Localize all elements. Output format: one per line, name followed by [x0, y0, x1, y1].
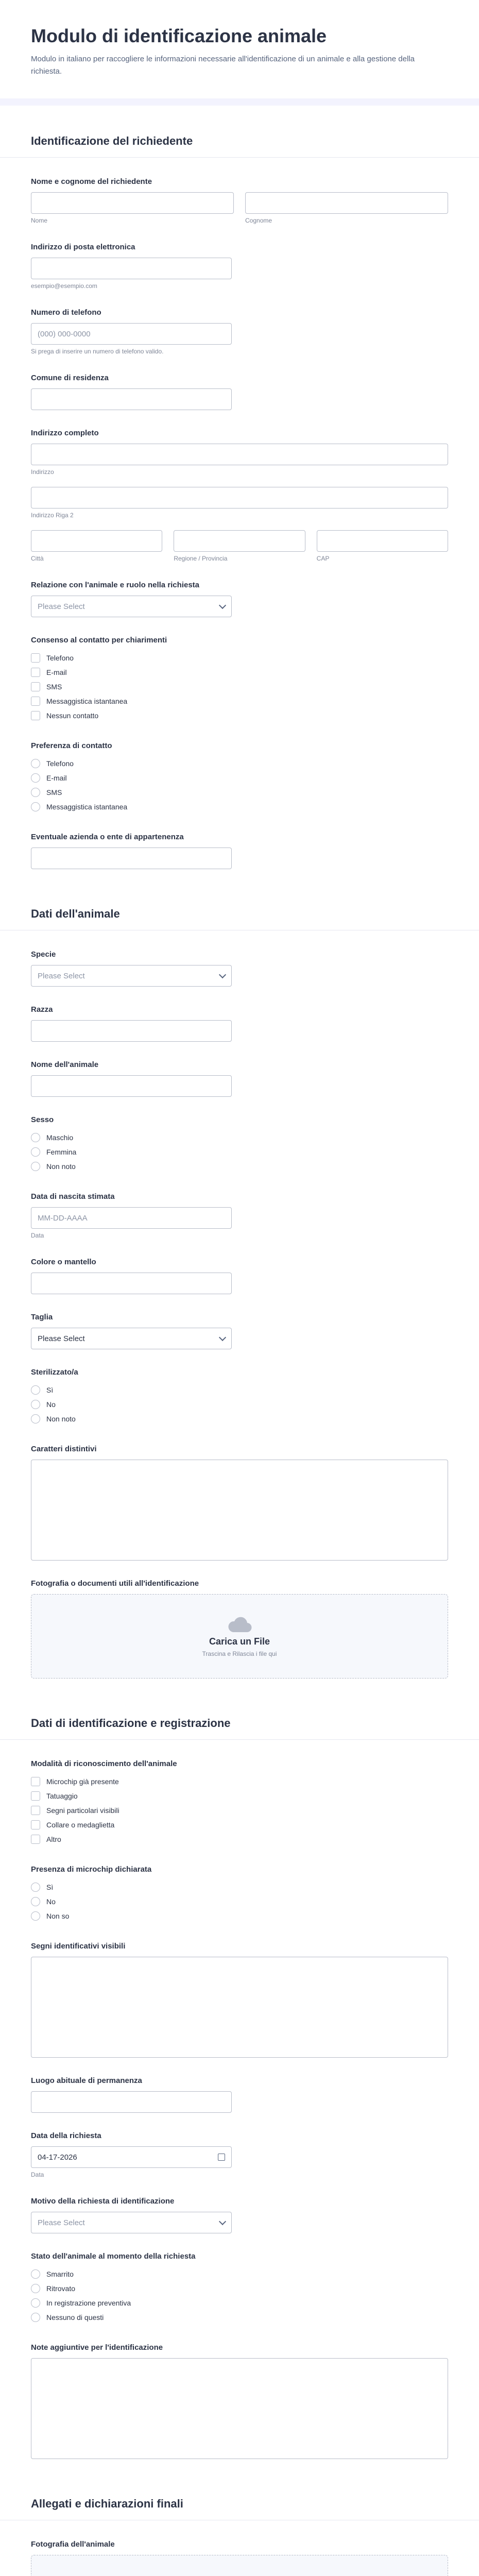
date-value: 04-17-2026	[38, 2153, 77, 2162]
chip-option[interactable]	[31, 1909, 448, 1923]
animal-name-input[interactable]	[31, 1075, 232, 1097]
notes-textarea[interactable]	[31, 2358, 448, 2459]
consent-option[interactable]	[31, 665, 448, 680]
radio-button[interactable]	[31, 773, 40, 783]
field-label: Colore o mantello	[31, 1258, 96, 1267]
field-phone	[0, 299, 479, 364]
field-label: Relazione con l'animale e ruolo nella richiesta	[31, 581, 200, 590]
upload-subtitle: Trascina e Rilascia i file qui	[202, 1650, 277, 1657]
chevron-down-icon	[219, 2218, 226, 2225]
field-photo-docs	[0, 1570, 479, 1688]
radio-button[interactable]	[31, 1414, 40, 1423]
dob-sublabel: Data	[31, 1232, 44, 1240]
field-breed	[0, 996, 479, 1051]
form-body	[0, 106, 479, 2576]
field-label: Modalità di riconoscimento dell'animale	[31, 1759, 177, 1769]
checkbox[interactable]	[31, 1806, 40, 1815]
option-label: Non so	[46, 1912, 70, 1921]
mode-option[interactable]	[31, 1789, 448, 1803]
address-line1-sublabel: Indirizzo	[31, 468, 54, 476]
field-label: Specie	[31, 950, 56, 959]
organization-input[interactable]	[31, 848, 232, 869]
chip-option[interactable]	[31, 1894, 448, 1909]
address-line1-input[interactable]	[31, 444, 448, 465]
field-name	[0, 168, 479, 233]
section-attachments	[0, 2484, 479, 2520]
checkbox[interactable]	[31, 653, 40, 663]
field-animal-name	[0, 1051, 479, 1106]
field-label: Fotografia dell'animale	[31, 2540, 115, 2549]
option-label: No	[46, 1400, 56, 1409]
field-color	[0, 1248, 479, 1303]
mode-option[interactable]	[31, 1803, 448, 1818]
field-marks	[0, 1435, 479, 1570]
calendar-icon[interactable]	[218, 2154, 225, 2161]
field-label: Sesso	[31, 1115, 54, 1125]
option-label: Nessun contatto	[46, 711, 99, 720]
option-label: Telefono	[46, 654, 74, 663]
radio-button[interactable]	[31, 1133, 40, 1142]
field-recognition-mode	[0, 1750, 479, 1856]
option-label: Femmina	[46, 1148, 77, 1157]
radio-button[interactable]	[31, 1162, 40, 1171]
field-label: Stato dell'animale al momento della richiesta	[31, 2252, 196, 2261]
option-label: Maschio	[46, 1133, 74, 1142]
status-option[interactable]	[31, 2281, 448, 2296]
chevron-down-icon	[219, 602, 226, 609]
field-label: Caratteri distintivi	[31, 1445, 97, 1454]
mode-option[interactable]	[31, 1832, 448, 1846]
option-label: E-mail	[46, 668, 67, 677]
field-email	[0, 233, 479, 299]
option-label: Smarrito	[46, 2270, 74, 2279]
place-input[interactable]	[31, 2091, 232, 2113]
field-organization	[0, 823, 479, 878]
steril-option[interactable]	[31, 1397, 448, 1412]
file-upload-dropzone[interactable]	[31, 1594, 448, 1679]
color-input[interactable]	[31, 1273, 232, 1294]
checkbox[interactable]	[31, 697, 40, 706]
file-upload-dropzone[interactable]	[31, 2555, 448, 2576]
status-option[interactable]	[31, 2267, 448, 2281]
last-name-input[interactable]	[245, 192, 448, 214]
radio-button[interactable]	[31, 1911, 40, 1921]
field-label: Data di nascita stimata	[31, 1192, 115, 1201]
select-placeholder: Please Select	[38, 602, 85, 611]
option-label: SMS	[46, 683, 62, 691]
section-applicant	[0, 121, 479, 158]
email-sublabel: esempio@esempio.com	[31, 282, 97, 290]
checkbox[interactable]	[31, 1835, 40, 1844]
first-name-input[interactable]	[31, 192, 234, 214]
field-size	[0, 1303, 479, 1359]
request-date-input[interactable]	[31, 2146, 232, 2168]
select-value: Please Select	[38, 1334, 85, 1343]
breed-input[interactable]	[31, 1020, 232, 1042]
option-label: In registrazione preventiva	[46, 2299, 131, 2308]
field-label: Nome dell'animale	[31, 1060, 99, 1070]
field-label: Eventuale azienda o ente di appartenenza	[31, 833, 184, 842]
option-label: Telefono	[46, 759, 74, 768]
field-notes	[0, 2334, 479, 2468]
pref-option[interactable]	[31, 756, 448, 771]
field-label: Luogo abituale di permanenza	[31, 2076, 142, 2086]
status-option[interactable]	[31, 2296, 448, 2310]
option-label: Sì	[46, 1883, 54, 1892]
radio-button[interactable]	[31, 788, 40, 797]
dob-input[interactable]	[31, 1207, 232, 1229]
address-cap-input[interactable]	[317, 530, 448, 552]
checkbox[interactable]	[31, 1777, 40, 1786]
field-label: Consenso al contatto per chiarimenti	[31, 636, 167, 645]
mode-option[interactable]	[31, 1818, 448, 1832]
field-label: Data della richiesta	[31, 2131, 101, 2141]
consent-option[interactable]	[31, 651, 448, 665]
field-label: Sterilizzato/a	[31, 1368, 78, 1377]
field-label: Note aggiuntive per l'identificazione	[31, 2343, 163, 2352]
sex-option[interactable]	[31, 1145, 448, 1159]
relation-select[interactable]	[31, 596, 232, 617]
radio-button[interactable]	[31, 1147, 40, 1157]
steril-option[interactable]	[31, 1412, 448, 1426]
visible-marks-textarea[interactable]	[31, 1957, 448, 2058]
radio-button[interactable]	[31, 1897, 40, 1906]
field-relation	[0, 571, 479, 626]
option-label: Microchip già presente	[46, 1777, 119, 1786]
field-visible-marks	[0, 1933, 479, 2067]
address-line2-input[interactable]	[31, 487, 448, 509]
species-select[interactable]	[31, 965, 232, 987]
radio-button[interactable]	[31, 802, 40, 811]
field-animal-photo	[0, 2531, 479, 2576]
address-region-sublabel: Regione / Provincia	[174, 555, 228, 563]
field-label: Nome e cognome del richiedente	[31, 177, 152, 187]
pref-option[interactable]	[31, 771, 448, 785]
chevron-down-icon	[219, 971, 226, 978]
checkbox[interactable]	[31, 682, 40, 691]
address-region-input[interactable]	[174, 530, 305, 552]
radio-button[interactable]	[31, 2269, 40, 2279]
option-label: Non noto	[46, 1415, 76, 1423]
radio-button[interactable]	[31, 1385, 40, 1395]
address-line2-sublabel: Indirizzo Riga 2	[31, 512, 74, 519]
sex-option[interactable]	[31, 1130, 448, 1145]
select-placeholder: Please Select	[38, 2218, 85, 2227]
field-dob	[0, 1183, 479, 1248]
section-title: Dati dell'animale	[31, 907, 120, 921]
field-label: Razza	[31, 1005, 53, 1014]
field-city	[0, 364, 479, 419]
section-title: Allegati e dichiarazioni finali	[31, 2497, 183, 2511]
last-name-sublabel: Cognome	[245, 217, 272, 225]
field-label: Preferenza di contatto	[31, 741, 112, 751]
field-place	[0, 2067, 479, 2122]
cloud-upload-icon	[227, 1616, 252, 1633]
field-reason	[0, 2188, 479, 2243]
section-registration	[0, 1703, 479, 1740]
sex-option[interactable]	[31, 1159, 448, 1174]
email-input[interactable]	[31, 258, 232, 279]
option-label: Sì	[46, 1386, 54, 1395]
phone-sublabel: Si prega di inserire un numero di telefono valido.	[31, 348, 164, 355]
field-label: Fotografia o documenti utili all'identificazione	[31, 1579, 199, 1588]
size-select[interactable]	[31, 1328, 232, 1349]
chip-option[interactable]	[31, 1880, 448, 1894]
radio-button[interactable]	[31, 1400, 40, 1409]
form-header	[0, 0, 479, 98]
option-label: Altro	[46, 1835, 61, 1844]
checkbox[interactable]	[31, 1791, 40, 1801]
field-label: Numero di telefono	[31, 308, 101, 317]
first-name-sublabel: Nome	[31, 217, 48, 225]
field-label: Motivo della richiesta di identificazione	[31, 2197, 175, 2206]
address-city-input[interactable]	[31, 530, 162, 552]
field-sterilized	[0, 1359, 479, 1435]
option-label: Non noto	[46, 1162, 76, 1171]
checkbox[interactable]	[31, 668, 40, 677]
option-label: Messaggistica istantanea	[46, 697, 128, 706]
phone-placeholder: (000) 000-0000	[38, 329, 91, 338]
dob-placeholder: MM-DD-AAAA	[38, 1213, 88, 1223]
chevron-down-icon	[219, 1334, 226, 1341]
radio-button[interactable]	[31, 759, 40, 768]
field-status	[0, 2243, 479, 2334]
option-label: Tatuaggio	[46, 1792, 78, 1801]
select-placeholder: Please Select	[38, 971, 85, 980]
field-label: Taglia	[31, 1313, 53, 1322]
section-animal	[0, 894, 479, 930]
option-label: Segni particolari visibili	[46, 1806, 119, 1815]
option-label: SMS	[46, 788, 62, 797]
form-subtitle: Modulo in italiano per raccogliere le informazioni necessarie all'identificazione di un animale e alla gestione della richiesta.	[31, 55, 415, 76]
field-label: Comune di residenza	[31, 374, 109, 383]
option-label: Collare o medaglietta	[46, 1821, 115, 1829]
field-address	[0, 419, 479, 571]
field-label: Segni identificativi visibili	[31, 1942, 126, 1951]
field-sex	[0, 1106, 479, 1183]
upload-title: Carica un File	[209, 1636, 270, 1647]
option-label: No	[46, 1897, 56, 1906]
address-cap-sublabel: CAP	[316, 555, 330, 563]
phone-input[interactable]	[31, 323, 232, 345]
mode-option[interactable]	[31, 1774, 448, 1789]
reason-select[interactable]	[31, 2212, 232, 2233]
consent-option[interactable]	[31, 680, 448, 694]
option-label: E-mail	[46, 774, 67, 783]
status-option[interactable]	[31, 2310, 448, 2325]
section-title: Identificazione del richiedente	[31, 134, 193, 148]
field-label: Indirizzo di posta elettronica	[31, 243, 135, 252]
consent-option[interactable]	[31, 694, 448, 708]
pref-option[interactable]	[31, 785, 448, 800]
field-microchip	[0, 1856, 479, 1933]
option-label: Ritrovato	[46, 2284, 76, 2293]
radio-button[interactable]	[31, 1883, 40, 1892]
field-contact-pref	[0, 732, 479, 823]
city-input[interactable]	[31, 388, 232, 410]
option-label: Nessuno di questi	[46, 2313, 104, 2322]
address-city-sublabel: Città	[31, 555, 44, 563]
option-label: Messaggistica istantanea	[46, 803, 128, 811]
consent-option[interactable]	[31, 708, 448, 723]
checkbox[interactable]	[31, 711, 40, 720]
field-label: Indirizzo completo	[31, 429, 99, 438]
form-title: Modulo di identificazione animale	[31, 25, 327, 46]
radio-button[interactable]	[31, 2298, 40, 2308]
field-request-date	[0, 2122, 479, 2188]
radio-button[interactable]	[31, 2284, 40, 2293]
radio-button[interactable]	[31, 2313, 40, 2322]
field-species	[0, 941, 479, 996]
checkbox[interactable]	[31, 1820, 40, 1829]
field-consent	[0, 626, 479, 732]
steril-option[interactable]	[31, 1383, 448, 1397]
pref-option[interactable]	[31, 800, 448, 814]
date-sublabel: Data	[31, 2171, 44, 2179]
marks-textarea[interactable]	[31, 1460, 448, 1561]
field-label: Presenza di microchip dichiarata	[31, 1865, 152, 1874]
section-title: Dati di identificazione e registrazione	[31, 1717, 231, 1730]
